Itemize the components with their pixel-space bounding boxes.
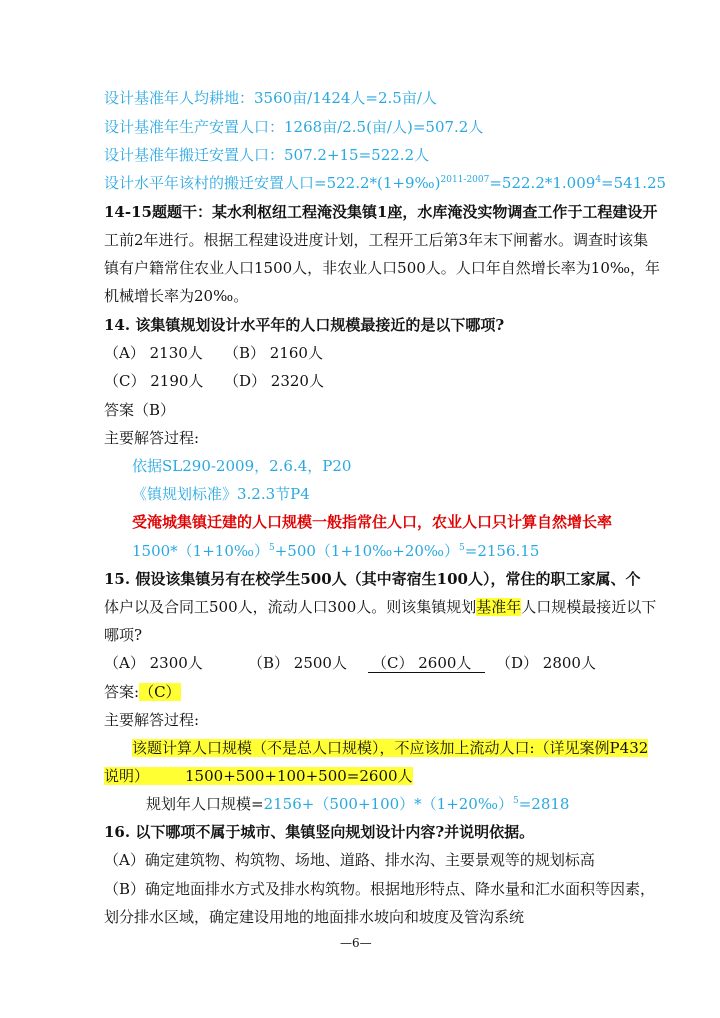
q15-option-b: （B） 2500人	[248, 654, 347, 672]
stem-line-3: 镇有户籍常住农业人口1500人，非农业人口500人。人口年自然增长率为10‰，年	[104, 259, 661, 277]
stem-line-2: 工前2年进行。根据工程建设进度计划，工程开工后第3年末下闸蓄水。调查时该集	[104, 231, 649, 249]
stem-line-1: 14-15题题干：某水利枢纽工程淹没集镇1座，水库淹没实物调查工作于工程建设开	[104, 203, 658, 221]
q15-answer-label: 答案:	[104, 683, 140, 701]
page-number: —6—	[340, 936, 372, 950]
q15-highlight-note-2	[104, 766, 413, 786]
calc-text: =541.25	[601, 174, 667, 192]
calc-line-target-year-relocation	[104, 173, 666, 193]
q14-option-d: （D） 2320人	[224, 372, 324, 390]
q15-answer	[104, 682, 181, 702]
q15-option-a: （A） 2300人	[104, 654, 203, 672]
note-text: 说明）	[104, 767, 150, 785]
q14-option-b: （B） 2160人	[224, 344, 323, 362]
calc-line-cultivated-land: 设计基准年人均耕地：3560亩/1424人=2.5亩/人	[104, 89, 437, 107]
stem-line-4: 机械增长率为20‰。	[104, 287, 249, 305]
q15-process-label: 主要解答过程:	[104, 711, 200, 729]
q14-option-a: （A） 2130人	[104, 344, 203, 362]
calc-text: =2818	[518, 795, 570, 813]
note-calc: 1500+500+100+500=2600人	[185, 767, 413, 785]
q16-option-b-line-1: （B）确定地面排水方式及排水构筑物。根据地形特点、降水量和汇水面积等因素，	[104, 880, 656, 898]
calc-text: =522.2*1.009	[489, 174, 596, 192]
calc-text: +500（1+10‰+20‰）	[274, 542, 460, 560]
q14-calculation	[132, 541, 539, 561]
calc-line-relocation-resettlement: 设计基准年搬迁安置人口：507.2+15=522.2人	[104, 146, 430, 164]
calc-text: 2156+（500+100）*（1+20‰）	[263, 795, 513, 813]
exponent: 2011-2007	[440, 175, 490, 185]
exponent: 5	[459, 543, 465, 553]
q15-text: 人口规模最接近以下	[521, 598, 657, 616]
exponent: 4	[595, 175, 602, 185]
exponent: 5	[269, 543, 275, 553]
q14-note: 受淹城集镇迁建的人口规模一般指常住人口，农业人口只计算自然增长率	[132, 513, 613, 531]
calc-line-production-resettlement: 设计基准年生产安置人口：1268亩/2.5(亩/人)=507.2人	[104, 118, 484, 136]
calc-text: 设计水平年该村的搬迁安置人口=522.2*(1+9‰)	[104, 174, 441, 192]
calc-label: 规划年人口规模=	[146, 795, 264, 813]
q15-highlight-note-1	[132, 738, 648, 758]
calc-text: =2156.15	[464, 542, 540, 560]
q15-option-d: （D） 2800人	[496, 654, 596, 672]
q16-option-b-line-2: 划分排水区域，确定建设用地的地面排水坡向和坡度及管沟系统	[104, 908, 525, 926]
q15-calculation	[146, 794, 569, 814]
q15-option-c-underlined: （C） 2600人	[368, 654, 485, 673]
q15-title-line-3: 哪项?	[104, 626, 143, 644]
q15-title-line-1: 15. 假设该集镇另有在校学生500人（其中寄宿生100人），常住的职工家属、个	[104, 570, 641, 588]
q14-reference-1: 依据SL290-2009，2.6.4，P20	[132, 457, 352, 475]
q15-answer-value: （C）	[139, 683, 181, 701]
highlight-base-year: 基准年	[476, 598, 522, 616]
q16-option-a: （A）确定建筑物、构筑物、场地、道路、排水沟、主要景观等的规划标高	[104, 851, 595, 869]
calc-text: 1500*（1+10‰）	[132, 542, 269, 560]
highlight-text	[104, 767, 413, 785]
q15-title-line-2	[104, 597, 656, 617]
q14-title: 14. 该集镇规划设计水平年的人口规模最接近的是以下哪项?	[104, 316, 505, 334]
exponent: 5	[512, 796, 519, 806]
q15-option-c	[368, 653, 485, 673]
q14-option-c: （C） 2190人	[104, 372, 204, 390]
q14-process-label: 主要解答过程:	[104, 429, 200, 447]
q14-answer: 答案（B）	[104, 401, 176, 419]
highlight-text: 该题计算人口规模（不是总人口规模），不应该加上流动人口:（详见案例P432	[132, 739, 649, 757]
q14-reference-2: 《镇规划标准》3.2.3节P4	[132, 485, 310, 503]
q15-text: 体户以及合同工500人，流动人口300人。则该集镇规划	[104, 598, 477, 616]
q16-title: 16. 以下哪项不属于城市、集镇竖向规划设计内容?并说明依据。	[104, 823, 535, 841]
